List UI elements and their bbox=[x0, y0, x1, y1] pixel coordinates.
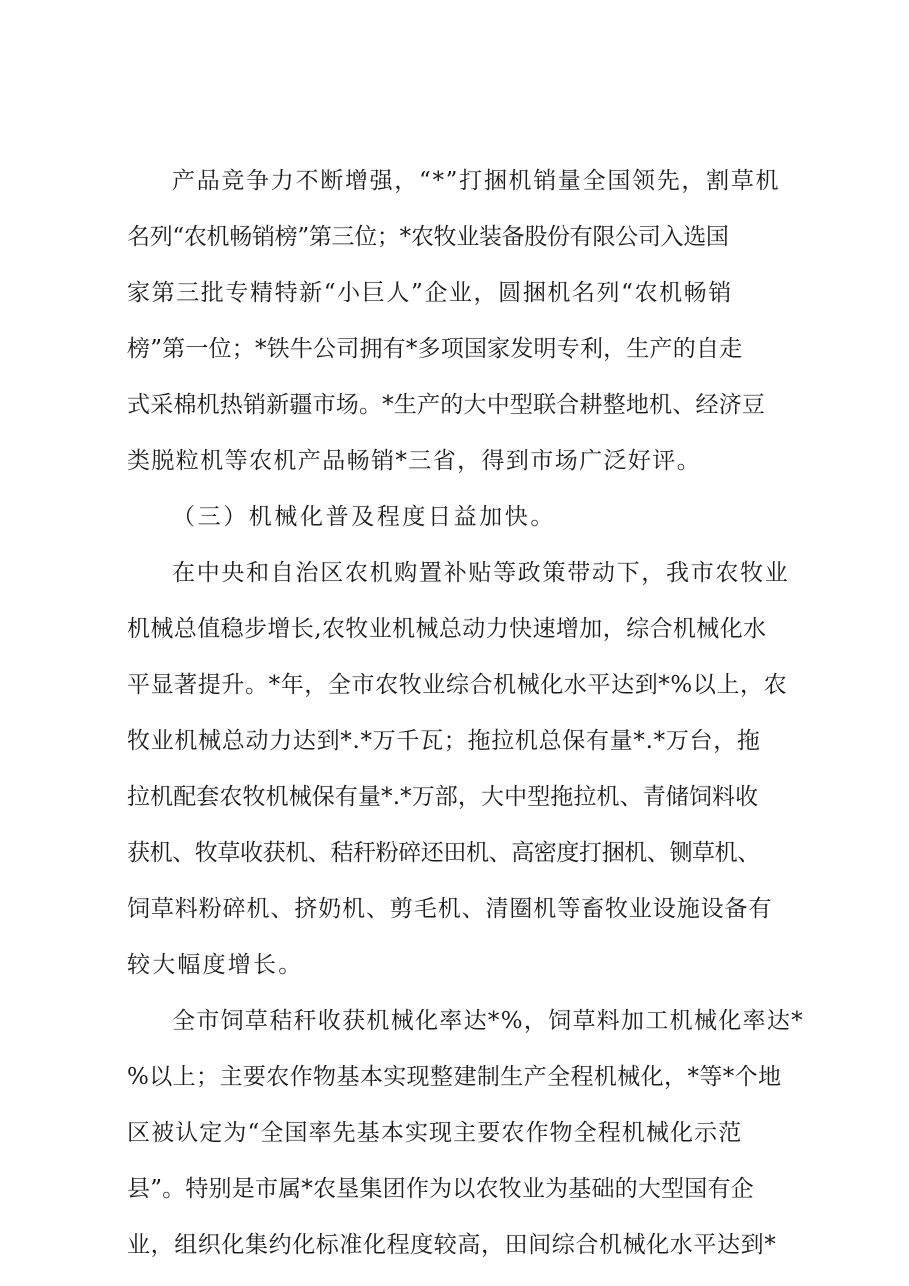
line-text: 机械总值稳步增长,农牧业机械总动力快速增加，综合机械化水 bbox=[127, 616, 767, 642]
text-line bbox=[0, 889, 909, 929]
line-text: 在中央和自治区农机购置补贴等政策带动下，我市农牧业 bbox=[172, 560, 790, 586]
line-text: 牧业机械总动力达到*.*万千瓦；拖拉机总保有量*.*万台，拖 bbox=[127, 728, 761, 754]
line-text: 家第三批专精特新“小巨人”企业，圆捆机名列“农机畅销 bbox=[127, 280, 733, 306]
line-text: 全市饲草秸秆收获机械化率达*%，饲草料加工机械化率达* bbox=[172, 1008, 804, 1034]
text-line bbox=[0, 1001, 909, 1041]
line-text: %以上；主要农作物基本实现整建制生产全程机械化，*等*个地 bbox=[127, 1064, 782, 1090]
line-text: 区被认定为“全国率先基本实现主要农作物全程机械化示范 bbox=[127, 1120, 743, 1146]
line-text: 类脱粒机等农机产品畅销*三省，得到市场广泛好评。 bbox=[127, 448, 702, 474]
line-text: 名列“农机畅销榜”第三位；*农牧业装备股份有限公司入选国 bbox=[127, 224, 729, 250]
text-line bbox=[0, 273, 909, 313]
line-text: 饲草料粉碎机、挤奶机、剪毛机、清圈机等畜牧业设施设备有 bbox=[127, 896, 773, 922]
text-line bbox=[0, 441, 909, 481]
text-line bbox=[0, 553, 909, 593]
line-text: 产品竞争力不断增强，“*”打捆机销量全国领先，割草机 bbox=[172, 168, 781, 194]
text-line bbox=[0, 217, 909, 257]
text-line bbox=[0, 1225, 909, 1265]
text-line bbox=[0, 945, 909, 985]
line-text: 县”。特别是市属*农垦集团作为以农牧业为基础的大型国有企 bbox=[127, 1176, 754, 1202]
line-text: 榜”第一位；*铁牛公司拥有*多项国家发明专利，生产的自走 bbox=[127, 336, 743, 362]
line-text: 平显著提升。*年，全市农牧业综合机械化水平达到*%以上，农 bbox=[127, 672, 788, 698]
text-line bbox=[0, 665, 909, 705]
text-line bbox=[0, 161, 909, 201]
text-line bbox=[0, 1057, 909, 1097]
text-line bbox=[0, 329, 909, 369]
text-line bbox=[0, 1113, 909, 1153]
text-line bbox=[0, 833, 909, 873]
text-line bbox=[0, 609, 909, 649]
section-heading bbox=[0, 497, 909, 537]
line-text: 拉机配套农牧机械保有量*.*万部，大中型拖拉机、青储饲料收 bbox=[127, 784, 759, 810]
text-line bbox=[0, 1169, 909, 1209]
line-text: 较大幅度增长。 bbox=[127, 952, 304, 978]
text-line bbox=[0, 777, 909, 817]
text-line bbox=[0, 721, 909, 761]
line-text: （三）机械化普及程度日益加快。 bbox=[172, 504, 556, 530]
line-text: 式采棉机热销新疆市场。*生产的大中型联合耕整地机、经济豆 bbox=[127, 392, 766, 418]
line-text: 获机、牧草收获机、秸秆粉碎还田机、高密度打捆机、铡草机、 bbox=[127, 840, 760, 866]
line-text: 业，组织化集约化标准化程度较高，田间综合机械化水平达到* bbox=[127, 1232, 777, 1258]
text-line bbox=[0, 385, 909, 425]
